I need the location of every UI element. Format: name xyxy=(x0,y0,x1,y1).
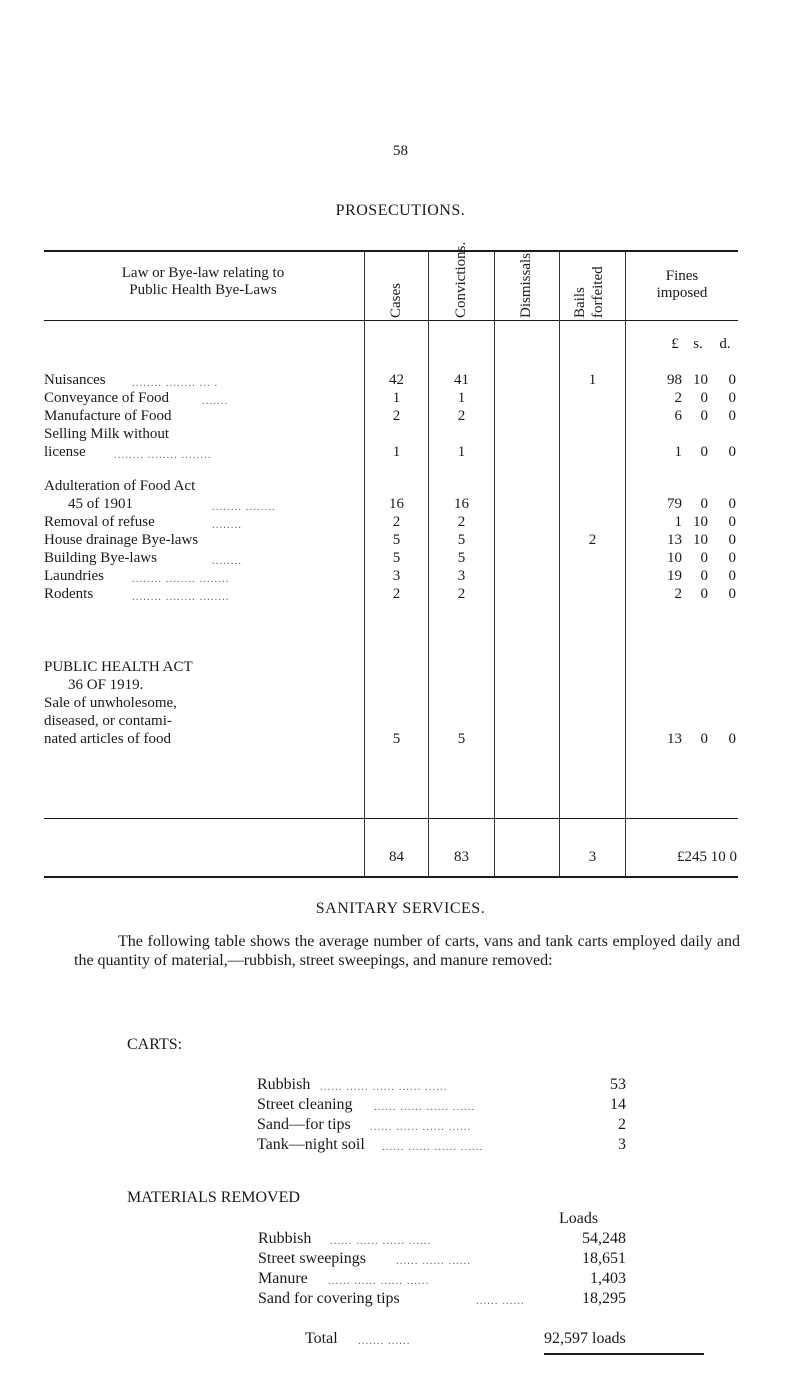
row-label: nated articles of food xyxy=(44,731,172,747)
cases-cell: 2 xyxy=(392,408,401,424)
item-value: 54,248 xyxy=(582,1230,626,1247)
leader-dots: ...... ...... ...... ...... xyxy=(328,1275,430,1287)
cases-cell: 2 xyxy=(392,586,401,602)
pounds-cell: 13 xyxy=(667,532,682,548)
convictions-cell: 1 xyxy=(457,444,466,460)
pence-cell: 0 xyxy=(728,550,736,566)
column-divider xyxy=(625,252,626,876)
shillings-cell: 10 xyxy=(693,514,708,530)
convictions-cell: 2 xyxy=(457,408,466,424)
total-bails: 3 xyxy=(588,849,597,865)
item-label: Sand—for tips xyxy=(257,1116,351,1133)
table-top-rule xyxy=(44,250,738,252)
pence-cell: 0 xyxy=(728,568,736,584)
total-dots: ....... ...... xyxy=(358,1335,411,1347)
page-number: 58 xyxy=(393,143,408,159)
item-label: Street sweepings xyxy=(258,1250,366,1267)
header-dismissals: Dismissals xyxy=(518,252,534,318)
cases-cell: 3 xyxy=(392,568,401,584)
pence-cell: 0 xyxy=(728,444,736,460)
header-convictions: Convictions. xyxy=(453,241,469,318)
pounds-cell: 2 xyxy=(674,586,682,602)
pence-cell: 0 xyxy=(728,390,736,406)
row-label: diseased, or contami- xyxy=(44,713,172,729)
total-fines: £245 10 0 xyxy=(677,849,737,865)
cases-cell: 1 xyxy=(392,444,401,460)
column-divider xyxy=(494,252,495,876)
row-label: PUBLIC HEALTH ACT xyxy=(44,659,193,675)
row-label: House drainage Bye-laws xyxy=(44,532,199,548)
pence-cell: 0 xyxy=(728,372,736,388)
leader-dots: ........ ........ ........ xyxy=(132,591,230,603)
leader-dots: ........ xyxy=(212,519,242,531)
table-totals-rule xyxy=(44,818,738,819)
cases-cell: 42 xyxy=(389,372,404,388)
item-value: 14 xyxy=(610,1096,626,1113)
pounds-cell: 10 xyxy=(667,550,682,566)
pence-cell: 0 xyxy=(728,496,736,512)
item-value: 18,651 xyxy=(582,1250,626,1267)
shillings-cell: 0 xyxy=(700,390,708,406)
cases-cell: 5 xyxy=(392,550,401,566)
leader-dots: ...... ...... ...... xyxy=(396,1255,471,1267)
bails-cell: 1 xyxy=(588,372,597,388)
row-label: Nuisances xyxy=(44,372,106,388)
item-value: 18,295 xyxy=(582,1290,626,1307)
currency-pence-label: d. xyxy=(719,336,731,352)
currency-shillings-label: s. xyxy=(693,336,703,352)
pence-cell: 0 xyxy=(728,586,736,602)
pounds-cell: 2 xyxy=(674,390,682,406)
total-label: Total xyxy=(305,1330,338,1347)
leader-dots: ...... ...... ...... ...... xyxy=(374,1101,476,1113)
row-label: Adulteration of Food Act xyxy=(44,478,196,494)
shillings-cell: 0 xyxy=(700,550,708,566)
item-label: Street cleaning xyxy=(257,1096,353,1113)
cases-cell: 16 xyxy=(389,496,404,512)
leader-dots: ........ ........ ........ xyxy=(132,573,230,585)
item-label: Rubbish xyxy=(257,1076,311,1093)
item-label: Rubbish xyxy=(258,1230,312,1247)
item-value: 1,403 xyxy=(590,1270,626,1287)
convictions-cell: 3 xyxy=(457,568,466,584)
row-label: 45 of 1901 xyxy=(68,496,133,512)
pence-cell: 0 xyxy=(728,532,736,548)
leader-dots: ....... xyxy=(202,395,229,407)
pounds-cell: 1 xyxy=(674,444,682,460)
pounds-cell: 79 xyxy=(667,496,682,512)
pence-cell: 0 xyxy=(728,731,736,747)
pounds-cell: 6 xyxy=(674,408,682,424)
row-label: Manufacture of Food xyxy=(44,408,172,424)
cases-cell: 5 xyxy=(392,532,401,548)
item-value: 3 xyxy=(618,1136,626,1153)
column-divider xyxy=(559,252,560,876)
row-label: Laundries xyxy=(44,568,104,584)
pounds-cell: 19 xyxy=(667,568,682,584)
leader-dots: ...... ...... ...... ...... xyxy=(382,1141,484,1153)
row-label: license xyxy=(44,444,86,460)
pounds-cell: 98 xyxy=(667,372,682,388)
row-label: Removal of refuse xyxy=(44,514,155,530)
pence-cell: 0 xyxy=(728,514,736,530)
leader-dots: ........ ........ ........ xyxy=(114,449,212,461)
item-label: Manure xyxy=(258,1270,308,1287)
convictions-cell: 5 xyxy=(457,731,466,747)
convictions-cell: 5 xyxy=(457,532,466,548)
header-bails: Bails xyxy=(572,287,588,318)
shillings-cell: 0 xyxy=(700,586,708,602)
row-label: Sale of unwholesome, xyxy=(44,695,177,711)
leader-dots: ...... ...... ...... ...... xyxy=(330,1235,432,1247)
pounds-cell: 13 xyxy=(667,731,682,747)
total-cases: 84 xyxy=(389,849,404,865)
total-underline xyxy=(544,1353,704,1355)
convictions-cell: 2 xyxy=(457,586,466,602)
leader-dots: ........ ........ ... . xyxy=(132,377,219,389)
convictions-cell: 2 xyxy=(457,514,466,530)
shillings-cell: 0 xyxy=(700,568,708,584)
materials-heading: MATERIALS REMOVED xyxy=(127,1189,300,1206)
leader-dots: ........ ........ xyxy=(212,501,276,513)
sanitary-paragraph: The following table shows the average number of carts, vans and tank carts employed daily and the quantity of material,—rubbish, street sweepings, and manure removed: xyxy=(74,933,740,969)
table-header-rule xyxy=(44,320,738,321)
page-title: PROSECUTIONS. xyxy=(335,202,466,219)
leader-dots: ........ xyxy=(212,555,242,567)
row-label: Conveyance of Food xyxy=(44,390,169,406)
row-label: Rodents xyxy=(44,586,94,602)
shillings-cell: 10 xyxy=(693,372,708,388)
item-value: 2 xyxy=(618,1116,626,1133)
item-value: 53 xyxy=(610,1076,626,1093)
leader-dots: ...... ...... ...... ...... xyxy=(370,1121,472,1133)
total-convictions: 83 xyxy=(454,849,469,865)
header-fines: Fines imposed xyxy=(656,268,708,301)
carts-heading: CARTS: xyxy=(127,1036,183,1053)
cases-cell: 5 xyxy=(392,731,401,747)
leader-dots: ...... ...... ...... ...... ...... xyxy=(320,1081,448,1093)
convictions-cell: 16 xyxy=(454,496,469,512)
convictions-cell: 1 xyxy=(457,390,466,406)
sanitary-services-title: SANITARY SERVICES. xyxy=(315,900,486,917)
header-cases: Cases xyxy=(388,283,404,318)
pounds-cell: 1 xyxy=(674,514,682,530)
currency-pounds-label: £ xyxy=(671,336,679,352)
cases-cell: 1 xyxy=(392,390,401,406)
header-law: Law or Bye-law relating to Public Health Bye-Laws xyxy=(121,265,285,298)
convictions-cell: 5 xyxy=(457,550,466,566)
shillings-cell: 0 xyxy=(700,444,708,460)
row-label: Building Bye-laws xyxy=(44,550,157,566)
convictions-cell: 41 xyxy=(454,372,469,388)
total-value: 92,597 loads xyxy=(544,1330,626,1347)
table-bottom-rule xyxy=(44,876,738,878)
item-label: Tank—night soil xyxy=(257,1136,365,1153)
row-label: 36 OF 1919. xyxy=(68,677,144,693)
bails-cell: 2 xyxy=(588,532,597,548)
shillings-cell: 0 xyxy=(700,408,708,424)
loads-heading: Loads xyxy=(559,1210,599,1227)
cases-cell: 2 xyxy=(392,514,401,530)
row-label: Selling Milk without xyxy=(44,426,170,442)
item-label: Sand for covering tips xyxy=(258,1290,400,1307)
shillings-cell: 0 xyxy=(700,496,708,512)
shillings-cell: 0 xyxy=(700,731,708,747)
header-forfeited: forfeited xyxy=(590,266,606,318)
shillings-cell: 10 xyxy=(693,532,708,548)
leader-dots: ...... ...... xyxy=(476,1295,525,1307)
pence-cell: 0 xyxy=(728,408,736,424)
